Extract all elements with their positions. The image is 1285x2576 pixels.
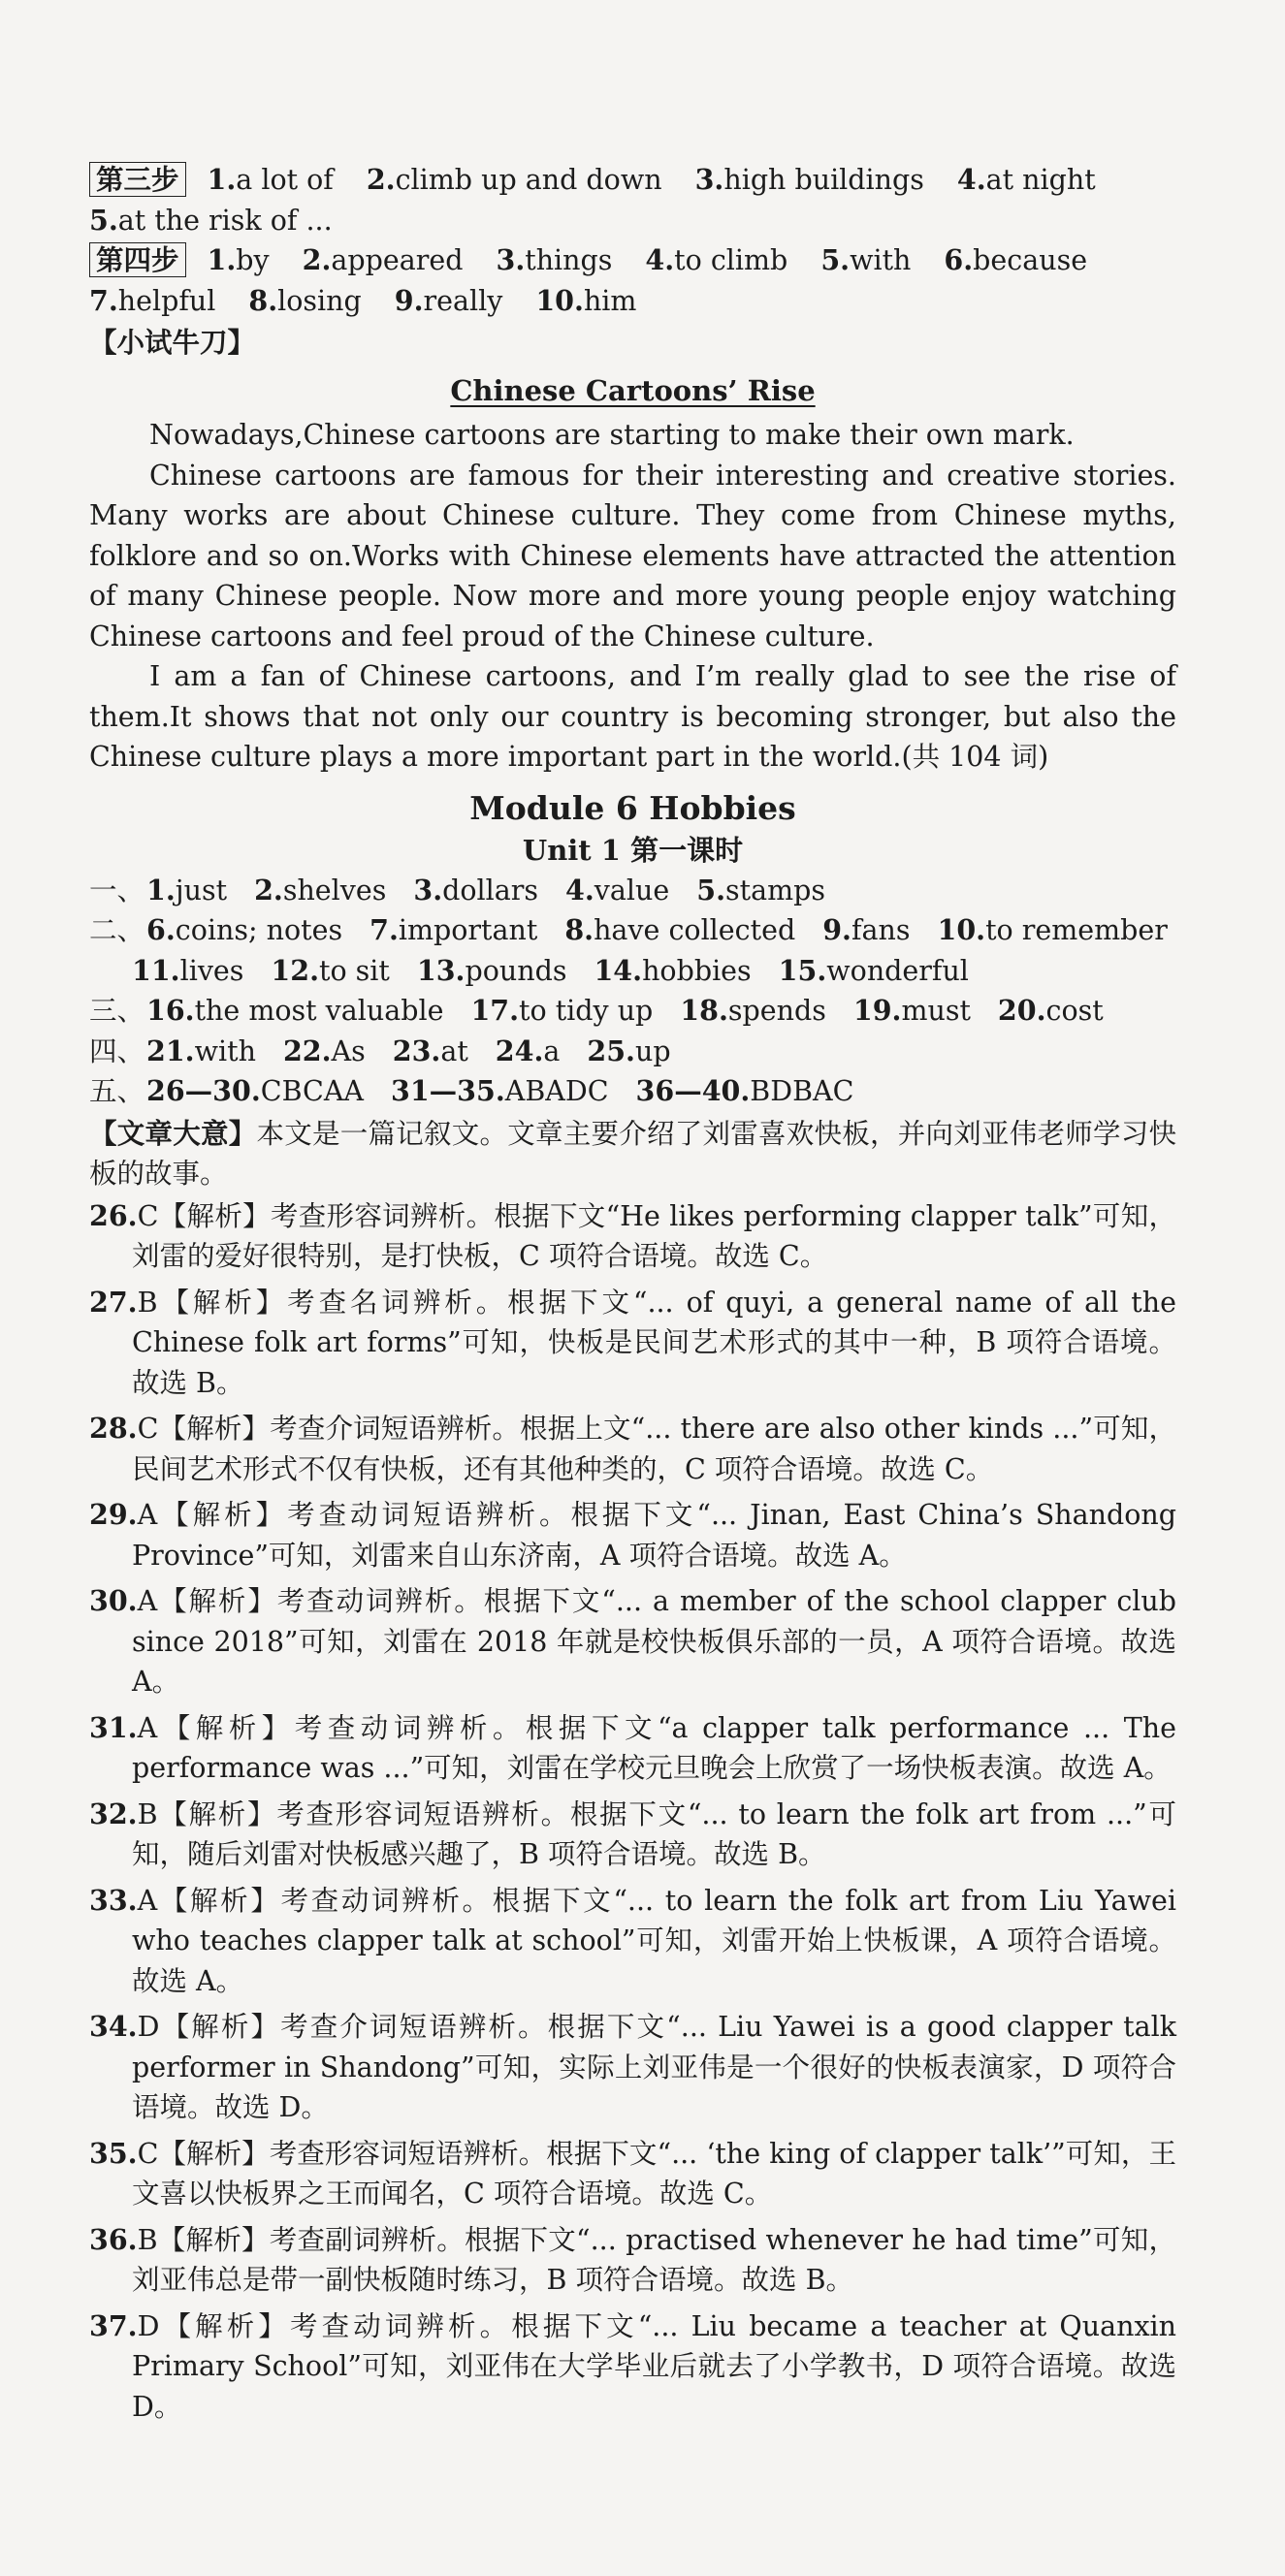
practice-heading: 【小试牛刀】: [89, 326, 256, 359]
step4-label: 第四步: [89, 242, 186, 277]
explanation-item: 31.A【解析】考查动词辨析。根据下文“a clapper talk performance ... The performance was ...”可知，刘雷在学校元旦晚会上欣赏了一场快板表演。故选 A。: [89, 1710, 1176, 1784]
answer-section: [89, 871, 1176, 1112]
explanation-item: 28.C【解析】考查介词短语辨析。根据上文“... there are also other kinds ...”可知，民间艺术形式不仅有快板，还有其他种类的，C 项符合语境。故选 C。: [89, 1412, 1176, 1485]
answer-row-5: 四、21.with 22.As 23.at 24.a 25.up: [89, 1034, 671, 1067]
step4-block: 第四步 1.by 2.appeared 3.things 4.to climb 5.with 6.because 7.helpful 8.losing 9.really 10.him: [89, 243, 1088, 317]
summary-label: 【文章大意】: [89, 1116, 257, 1150]
explanation-item: 26.C【解析】考查形容词辨析。根据下文“He likes performing clapper talk”可知，刘雷的爱好很特别，是打快板，C 项符合语境。故选 C。: [89, 1198, 1176, 1272]
answer-row-3: 11.lives 12.to sit 13.pounds 14.hobbies 15.wonderful: [132, 953, 969, 987]
essay-paragraph: Nowadays,Chinese cartoons are starting to make their own mark.: [149, 419, 1075, 451]
essay-paragraph: I am a fan of Chinese cartoons, and I’m really glad to see the rise of them.It shows that not only our country is becoming stronger, but also the Chinese culture plays a more important part in the world.(共 104 词): [89, 660, 1176, 773]
explanation-item: 37.D【解析】考查动词辨析。根据下文“... Liu became a teacher at Quanxin Primary School”可知，刘亚伟在大学毕业后就去了小学教书，D 项符合语境。故选 D。: [89, 2308, 1176, 2423]
summary-text: 本文是一篇记叙文。文章主要介绍了刘雷喜欢快板，并向刘亚伟老师学习快板的故事。: [89, 1117, 1176, 1190]
explanation-item: 34.D【解析】考查介词短语辨析。根据下文“... Liu Yawei is a good clapper talk performer in Shandong”可知，实际上刘亚伟是一个很好的快板表演家，D 项符合语境。故选 D。: [89, 2010, 1176, 2123]
essay-title: Chinese Cartoons’ Rise: [450, 373, 816, 407]
step3-block: 第三步 1.a lot of 2.climb up and down 3.high buildings 4.at night 5.at the risk of ...: [89, 163, 1096, 237]
step3-label: 第三步: [89, 162, 186, 197]
explanation-item: 29.A【解析】考查动词短语辨析。根据下文“... Jinan, East China’s Shandong Province”可知，刘雷来自山东济南，A 项符合语境。故选 A。: [89, 1498, 1176, 1572]
unit-title: Unit 1 第一课时: [522, 833, 744, 867]
answer-row-1: 一、1.just 2.shelves 3.dollars 4.value 5.stamps: [89, 873, 825, 906]
explanation-item: 27.B【解析】考查名词辨析。根据下文“... of quyi, a general name of all the Chinese folk art forms”可知，快板是民间艺术形式的其中一种，B 项符合语境。故选 B。: [89, 1285, 1176, 1399]
summary: [89, 1114, 1176, 1194]
explanation-item: 30.A【解析】考查动词辨析。根据下文“... a member of the school clapper club since 2018”可知，刘雷在 2018 年就是校快板俱乐部的一员，A 项符合语境。故选 A。: [89, 1584, 1176, 1698]
explanations: [89, 1196, 1176, 2428]
explanation-item: 35.C【解析】考查形容词短语辨析。根据下文“... ‘the king of clapper talk’”可知，王文喜以快板界之王而闻名，C 项符合语境。故选 C。: [89, 2136, 1176, 2210]
explanation-item: 32.B【解析】考查形容词短语辨析。根据下文“... to learn the folk art from ...”可知，随后刘雷对快板感兴趣了，B 项符合语境。故选 B。: [89, 1797, 1176, 1870]
explanation-item: 33.A【解析】考查动词辨析。根据下文“... to learn the folk art from Liu Yawei who teaches clapper talk at school”可知，刘雷开始上快板课，A 项符合语境。故选 A。: [89, 1883, 1176, 1997]
answer-row-2: 二、6.coins; notes 7.important 8.have collected 9.fans 10.to remember: [89, 913, 1168, 946]
answer-row-4: 三、16.the most valuable 17.to tidy up 18.spends 19.must 20.cost: [89, 994, 1104, 1027]
essay-paragraph: Chinese cartoons are famous for their interesting and creative stories. Many works are about Chinese culture. They come from Chinese myths, folklore and so on.Works with Chinese elements have attracted the attention of many Chinese people. Now more and more young people enjoy watching Chinese cartoons and feel proud of the Chinese culture.: [89, 459, 1176, 652]
answer-row-6: 五、26—30.CBCAA 31—35.ABADC 36—40.BDBAC: [89, 1074, 854, 1107]
module-title: Module 6 Hobbies: [469, 788, 796, 827]
explanation-item: 36.B【解析】考查副词辨析。根据下文“... practised whenever he had time”可知，刘亚伟总是带一副快板随时练习，B 项符合语境。故选 B。: [89, 2222, 1176, 2296]
